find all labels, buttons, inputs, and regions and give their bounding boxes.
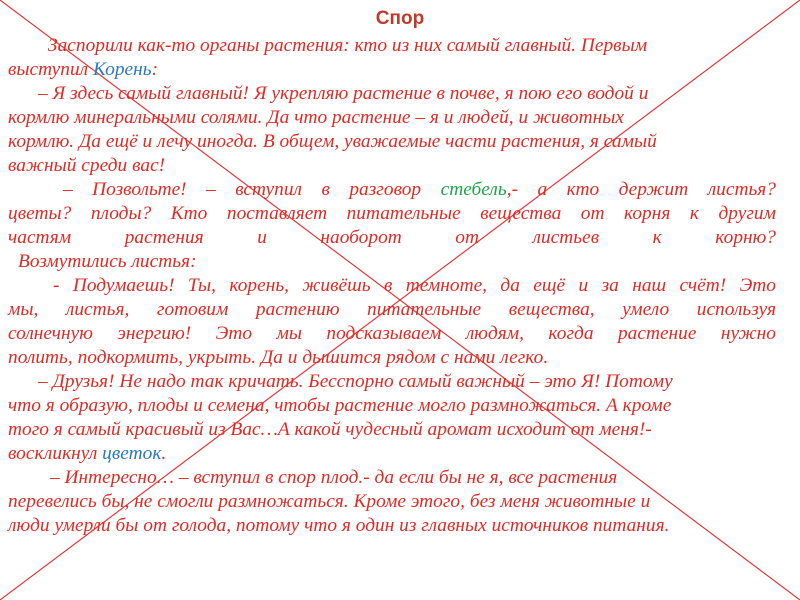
p6-line1 [8, 370, 776, 394]
text-segment: Возмутились листья: [18, 251, 197, 272]
text-segment: – Интересно… – вступил в спор плод.- да если бы не я, все растения [50, 467, 618, 488]
text-segment: Заспорили как-то органы растения: кто из них самый главный. Первым [48, 35, 648, 56]
story-text [8, 34, 776, 538]
text-segment: . [161, 443, 167, 464]
p3-line1 [8, 178, 776, 202]
p5-line3: солнечную энергию! Это мы подсказываем людям, когда растение нужно [8, 323, 776, 344]
page-title: Спор [375, 8, 425, 29]
p1-line1 [8, 34, 776, 58]
p5-line4: полить, подкормить, укрыть. Да и дышится рядом с нами легко. [8, 347, 549, 368]
p4-line1 [8, 250, 776, 274]
p2-line4: важный среди вас! [8, 155, 166, 176]
p3-line3: частям растения и наоборот от листьев к корню? [8, 227, 776, 248]
p2-line2: кормлю минеральными солями. Да что растение – я и людей, и животных [8, 107, 624, 128]
text-segment: – Позвольте! – вступил в разговор [63, 179, 441, 200]
text-segment: – Друзья! Не надо так кричать. Бесспорно самый важный – это Я! Потому [38, 371, 673, 392]
p7-line1 [8, 466, 776, 490]
text-segment: - Подумаешь! Ты, корень, живёшь в темноте, да ещё и за наш счёт! Это [53, 275, 776, 296]
p6-line4 [8, 442, 776, 466]
flower-word: цветок [102, 443, 162, 464]
p7-line3: люди умерли бы от голода, потому что я один из главных источников питания. [8, 515, 670, 536]
text-segment: ,- а кто держит листья? [506, 179, 776, 200]
p1-line2 [8, 58, 776, 82]
text-segment: : [151, 59, 159, 80]
stem-word: стебель [440, 179, 507, 200]
p6-line3: того я самый красивый из Вас…А какой чудесный аромат исходит от меня!- [8, 419, 652, 440]
p2-line1 [8, 82, 776, 106]
text-segment: – Я здесь самый главный! Я укрепляю растение в почве, я пою его водой и [38, 83, 649, 104]
p3-line2: цветы? плоды? Кто поставляет питательные вещества от корня к другим [8, 203, 776, 224]
p5-line2: мы, листья, готовим растению питательные вещества, умело используя [8, 299, 776, 320]
p5-line1 [8, 274, 776, 298]
p7-line2: перевелись бы, не смогли размножаться. Кроме этого, без меня животные и [8, 491, 651, 512]
text-segment: воскликнул [8, 443, 103, 464]
text-segment: выступил [8, 59, 93, 80]
p2-line3: кормлю. Да ещё и лечу иногда. В общем, уважаемые части растения, я самый [8, 131, 657, 152]
p6-line2: что я образую, плоды и семена, чтобы растение могло размножаться. А кроме [8, 395, 672, 416]
root-word: Корень [92, 59, 152, 80]
